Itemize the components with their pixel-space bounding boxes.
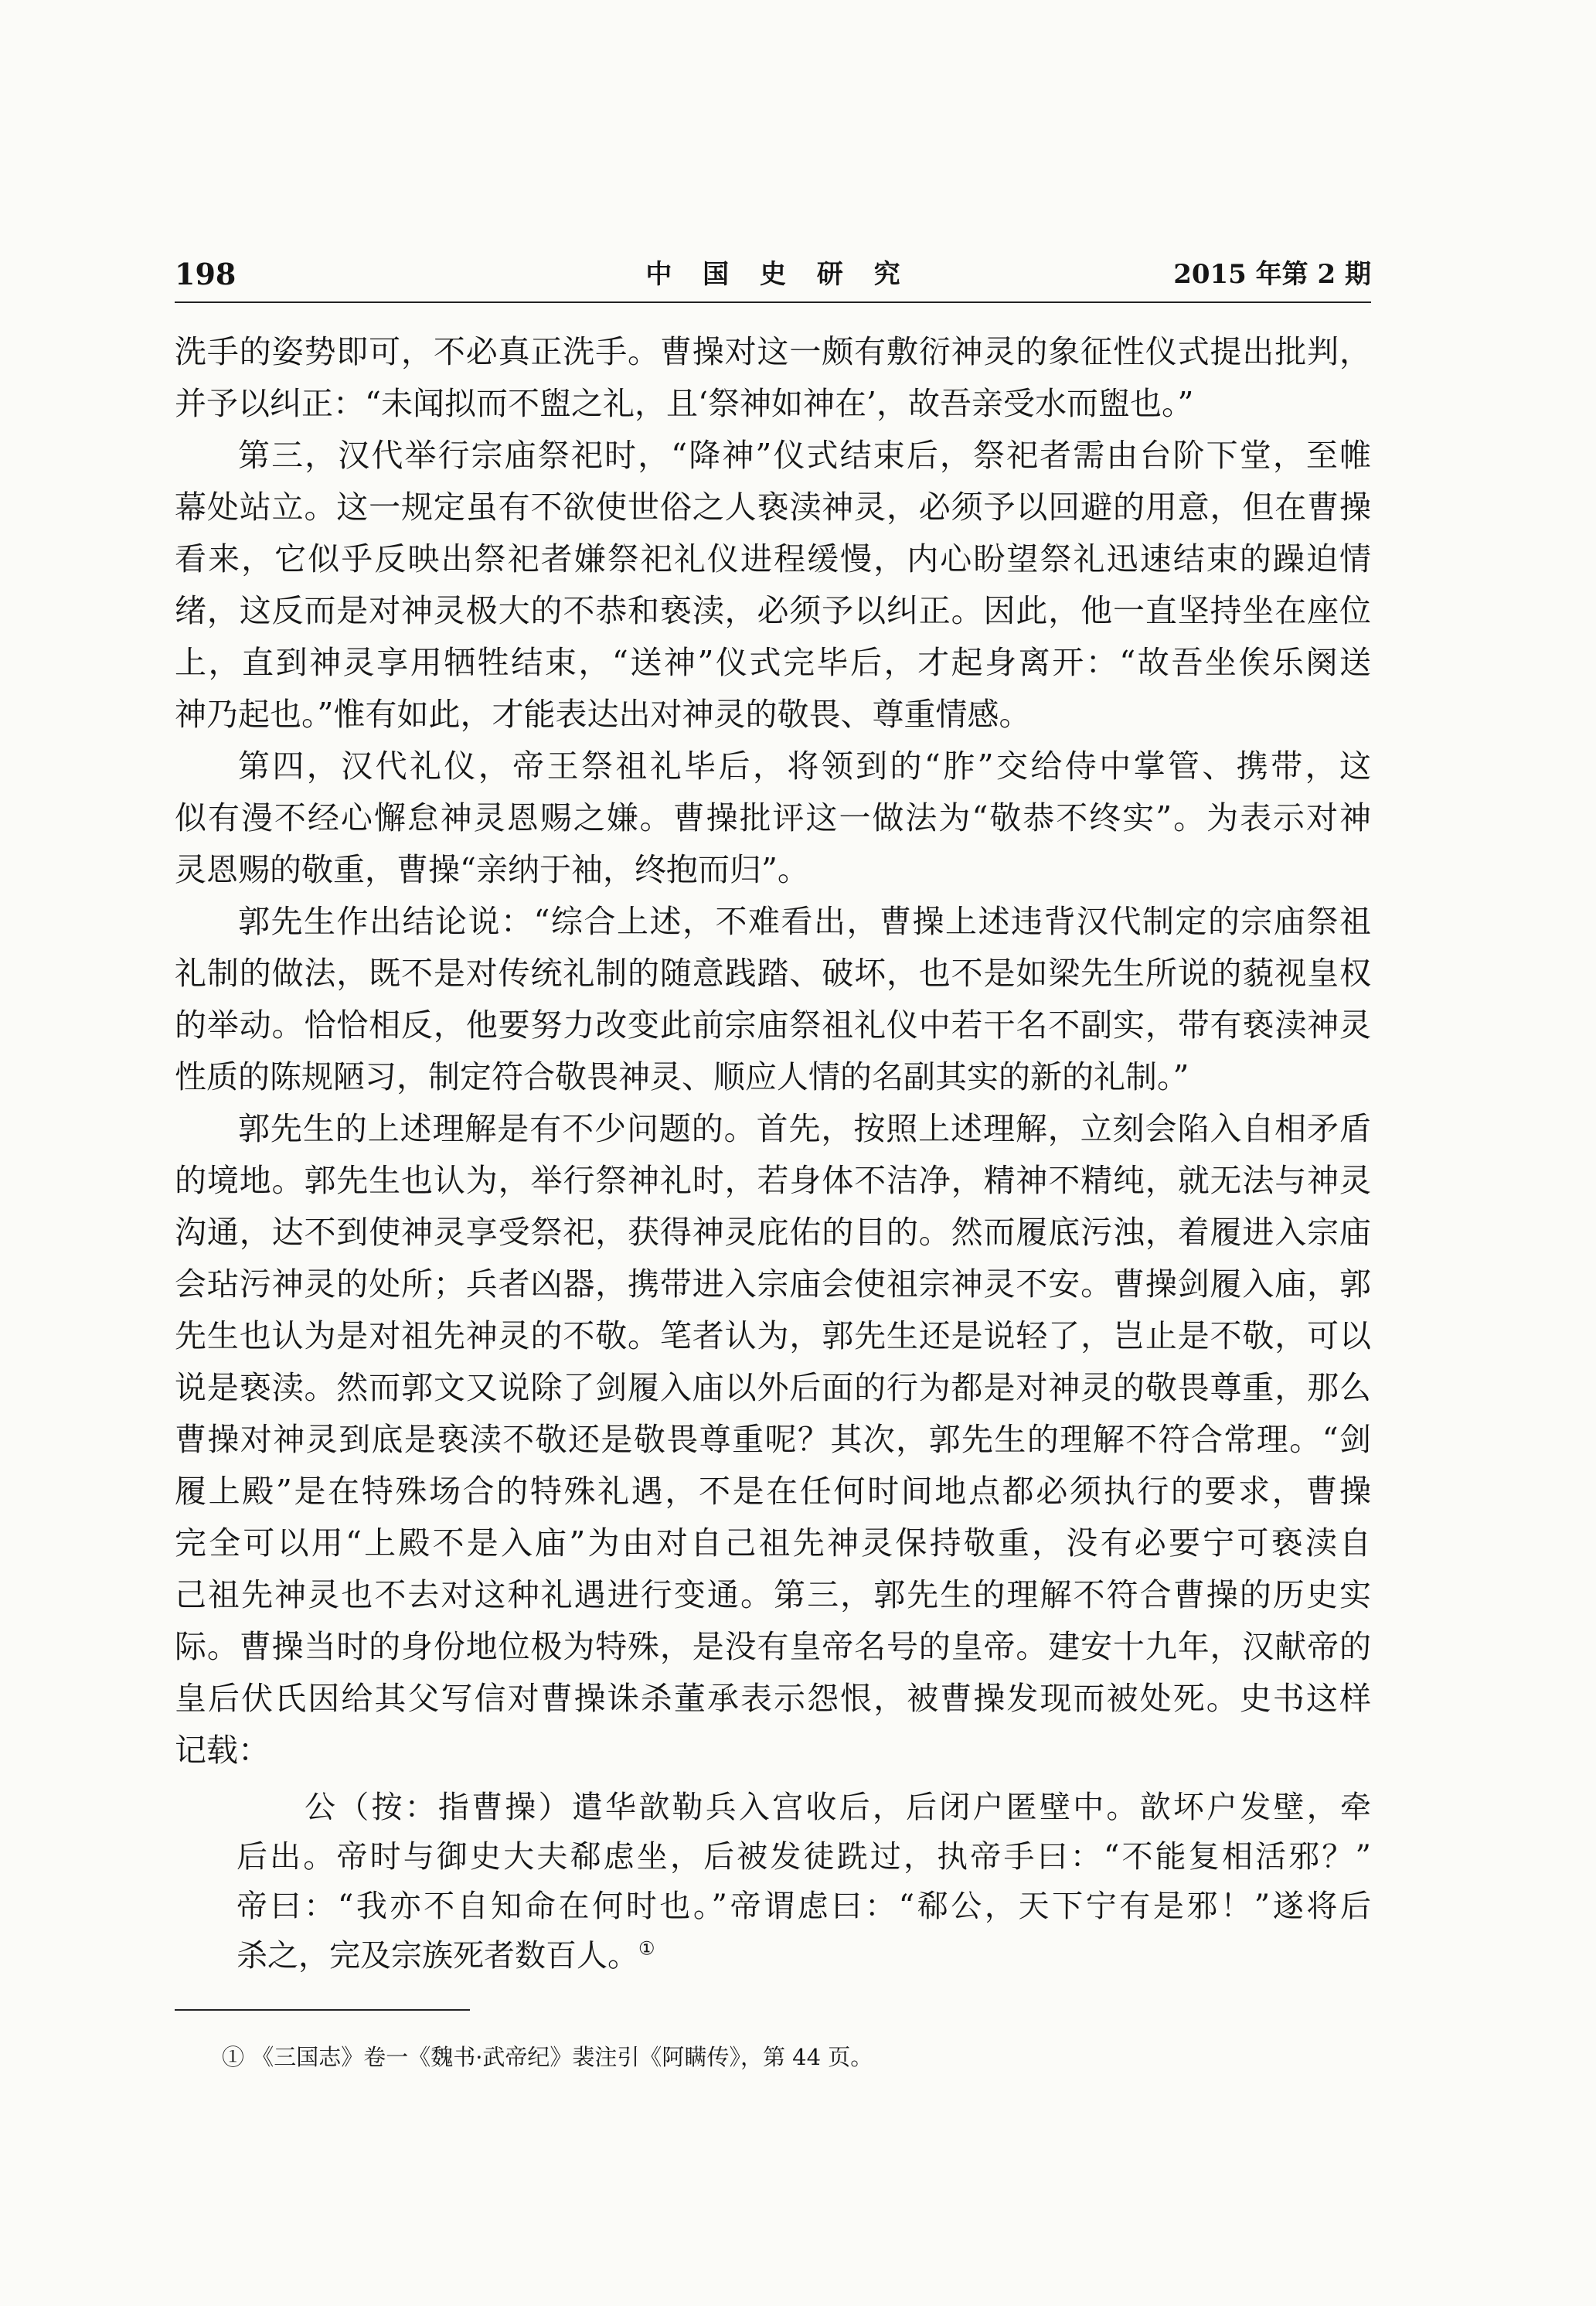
paragraph bbox=[175, 430, 1371, 741]
text-line: 郭先生的上述理解是有不少问题的。首先，按照上述理解，立刻会陷入自相矛盾 bbox=[238, 1110, 1371, 1147]
text-line: 看来，它似乎反映出祭祀者嫌祭祀礼仪进程缓慢，内心盼望祭礼迅速结束的躁迫情 bbox=[175, 540, 1371, 577]
text-line: 的举动。恰恰相反，他要努力改变此前宗庙祭祖礼仪中若干名不副实，带有亵渎神灵 bbox=[175, 1007, 1371, 1044]
footnote: ① 《三国志》卷一《魏书·武帝纪》裴注引《阿瞒传》，第 44 页。 bbox=[222, 2044, 873, 2070]
quote-line-text: 杀之，完及宗族死者数百人。 bbox=[237, 1938, 638, 1974]
page-number: 198 bbox=[175, 257, 237, 291]
paragraph bbox=[175, 741, 1371, 896]
body-text bbox=[175, 326, 1371, 1776]
text-line: 上，直到神灵享用牺牲结束，“送神”仪式完毕后，才起身离开：“故吾坐俟乐阕送 bbox=[175, 644, 1371, 681]
text-line: 会玷污神灵的处所；兵者凶器，携带进入宗庙会使祖宗神灵不安。曹操剑履入庙，郭 bbox=[175, 1265, 1371, 1303]
text-line: 曹操对神灵到底是亵渎不敬还是敬畏尊重呢？其次，郭先生的理解不符合常理。“剑 bbox=[175, 1421, 1371, 1458]
text-line: 的境地。郭先生也认为，举行祭神礼时，若身体不洁净，精神不精纯，就无法与神灵 bbox=[175, 1162, 1371, 1199]
text-line: 神乃起也。”惟有如此，才能表达出对神灵的敬畏、尊重情感。 bbox=[175, 696, 1031, 733]
text-line: 记载： bbox=[175, 1732, 270, 1769]
footnote-marker: ① bbox=[638, 1937, 655, 1960]
text-line: 洗手的姿势即可，不必真正洗手。曹操对这一颇有敷衍神灵的象征性仪式提出批判， bbox=[175, 333, 1371, 370]
issue-label: 2015 年第 2 期 bbox=[1173, 259, 1371, 290]
block-quote bbox=[237, 1783, 1371, 1981]
text-line: 履上殿”是在特殊场合的特殊礼遇，不是在任何时间地点都必须执行的要求，曹操 bbox=[175, 1473, 1371, 1510]
paragraph bbox=[175, 1103, 1371, 1776]
text-line: 第四，汉代礼仪，帝王祭祖礼毕后，将领到的“胙”交给侍中掌管、携带，这 bbox=[238, 748, 1371, 785]
journal-title: 中 国 史 研 究 bbox=[645, 259, 911, 290]
text-line: 先生也认为是对祖先神灵的不敬。笔者认为，郭先生还是说轻了，岂止是不敬，可以 bbox=[175, 1317, 1371, 1354]
quote-line bbox=[237, 1931, 1371, 1981]
paragraph bbox=[175, 326, 1371, 430]
quote-line: 公（按：指曹操）遣华歆勒兵入宫收后，后闭户匿壁中。歆坏户发壁，牵 bbox=[305, 1790, 1371, 1825]
text-line: 己祖先神灵也不去对这种礼遇进行变通。第三，郭先生的理解不符合曹操的历史实 bbox=[175, 1576, 1371, 1613]
text-line: 郭先生作出结论说：“综合上述，不难看出，曹操上述违背汉代制定的宗庙祭祖 bbox=[238, 903, 1371, 940]
text-line: 幕处站立。这一规定虽有不欲使世俗之人亵渎神灵，必须予以回避的用意，但在曹操 bbox=[175, 489, 1371, 526]
text-line: 礼制的做法，既不是对传统礼制的随意践踏、破坏，也不是如梁先生所说的藐视皇权 bbox=[175, 955, 1371, 992]
text-line: 灵恩赐的敬重，曹操“亲纳于袖，终抱而归”。 bbox=[175, 851, 809, 888]
text-line: 说是亵渎。然而郭文又说除了剑履入庙以外后面的行为都是对神灵的敬畏尊重，那么 bbox=[175, 1369, 1371, 1406]
paragraph bbox=[175, 896, 1371, 1103]
text-line: 第三，汉代举行宗庙祭祀时，“降神”仪式结束后，祭祀者需由台阶下堂，至帷 bbox=[238, 437, 1371, 474]
footnote-rule bbox=[175, 2009, 470, 2011]
text-line: 并予以纠正：“未闻拟而不盥之礼，且‘祭神如神在’，故吾亲受水而盥也。” bbox=[175, 385, 1194, 422]
quote-line: 帝曰：“我亦不自知命在何时也。”帝谓虑曰：“郗公，天下宁有是邪！”遂将后 bbox=[237, 1889, 1371, 1924]
text-line: 性质的陈规陋习，制定符合敬畏神灵、顺应人情的名副其实的新的礼制。” bbox=[175, 1058, 1189, 1095]
text-line: 皇后伏氏因给其父写信对曹操诛杀董承表示怨恨，被曹操发现而被处死。史书这样 bbox=[175, 1680, 1371, 1717]
text-line: 际。曹操当时的身份地位极为特殊，是没有皇帝名号的皇帝。建安十九年，汉献帝的 bbox=[175, 1628, 1371, 1665]
text-line: 沟通，达不到使神灵享受祭祀，获得神灵庇佑的目的。然而履底污浊，着履进入宗庙 bbox=[175, 1214, 1371, 1251]
header-rule bbox=[175, 301, 1371, 303]
text-line: 似有漫不经心懈怠神灵恩赐之嫌。曹操批评这一做法为“敬恭不终实”。为表示对神 bbox=[175, 799, 1371, 836]
quote-line: 后出。帝时与御史大夫郗虑坐，后被发徒跣过，执帝手曰：“不能复相活邪？” bbox=[237, 1839, 1371, 1875]
text-line: 完全可以用“上殿不是入庙”为由对自己祖先神灵保持敬重，没有必要宁可亵渎自 bbox=[175, 1524, 1371, 1562]
text-line: 绪，这反而是对神灵极大的不恭和亵渎，必须予以纠正。因此，他一直坚持坐在座位 bbox=[175, 592, 1371, 629]
running-header bbox=[175, 255, 1371, 294]
